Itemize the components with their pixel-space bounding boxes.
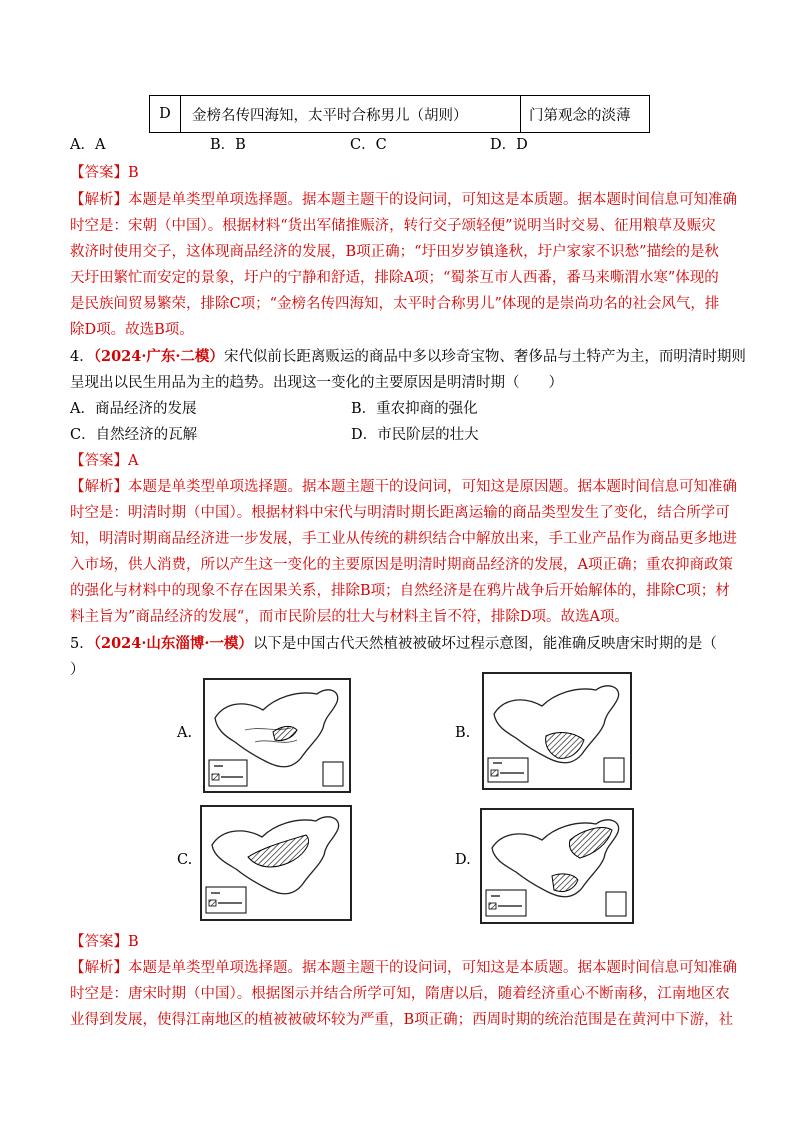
- q3-analysis-line: 是民族间贸易繁荣，排除C项；“金榜名传四海知，太平时合称男儿”体现的是崇尚功名的社会风气，排: [70, 296, 720, 312]
- q4-option-a: A．商品经济的发展: [70, 401, 197, 417]
- table-content: 金榜名传四海知，太平时合称男儿（胡则）: [180, 96, 521, 132]
- q4-analysis-line: 知，明清时期商品经济进一步发展，手工业从传统的耕织结合中解放出来，手工业产品作为商品更多地进: [70, 531, 737, 547]
- q4-option-b: B．重农抑商的强化: [351, 401, 478, 417]
- q5-source: （2024·山东淄博·一模）: [93, 635, 253, 652]
- q4-stem: [70, 347, 746, 367]
- q3-analysis-line: 【解析】本题是单类型单项选择题。据本题主题干的设问词，可知这是本质题。据本题时间信息可知准确: [70, 192, 737, 208]
- china-map-b-image: [484, 674, 630, 788]
- map-a[interactable]: [203, 678, 351, 793]
- map-label-d: D.: [455, 852, 471, 868]
- q3-option-a: A．A: [70, 137, 106, 153]
- q4-answer: 【答案】A: [70, 453, 139, 469]
- q3-option-c: C．C: [350, 137, 387, 153]
- q5-analysis-line: 业得到发展，使得江南地区的植被被破坏较为严重，B项正确；西周时期的统治范围是在黄河中下游，社: [70, 1012, 734, 1028]
- q4-stem-1: 宋代似前长距离贩运的商品中多以珍奇宝物、奢侈品与土特产为主，而明清时期则: [223, 349, 746, 365]
- map-c[interactable]: [200, 805, 352, 921]
- china-map-a-image: [205, 680, 349, 791]
- q5-number: 5．: [70, 636, 94, 652]
- q3-option-d: D．D: [490, 137, 528, 153]
- table-meaning: 门第观念的淡薄: [529, 107, 631, 124]
- q5-answer: 【答案】B: [70, 934, 139, 950]
- q4-stem-2: 呈现出以民生用品为主的趋势。出现这一变化的主要原因是明清时期（ ）: [70, 375, 563, 391]
- q5-analysis-line: 【解析】本题是单类型单项选择题。据本题主题干的设问词，可知这是本质题。据本题时间信息可知准确: [70, 960, 737, 976]
- q4-analysis-line: 料主旨为”商品经济的发展“，而市民阶层的壮大与材料主旨不符，排除D项。故选A项。: [70, 609, 629, 625]
- table-letter: D: [150, 96, 181, 132]
- q3-analysis-line: 救济时使用交子，这体现商品经济的发展，B项正确；“圩田岁岁镇逢秋，圩户家家不识愁”描绘的是秋: [70, 244, 719, 260]
- q5-analysis-line: 时空是：唐宋时期（中国）。根据图示并结合所学可知，隋唐以后，随着经济重心不断南移，江南地区农: [70, 986, 730, 1002]
- q3-analysis-line: 时空是：宋朝（中国）。根据材料“货出军储推赈济，转行交子颂轻便”说明当时交易、征用粮草及赈灾: [70, 218, 716, 234]
- q4-option-c: C．自然经济的瓦解: [70, 427, 198, 443]
- q4-analysis-line: 的强化与材料中的现象不存在因果关系，排除B项；自然经济是在鸦片战争后开始解体的，排除C项；材: [70, 583, 730, 599]
- q5-stem-1: 以下是中国古代天然植被被破坏过程示意图，能准确反映唐宋时期的是（: [252, 636, 717, 652]
- q3-analysis-line: 除D项。故选B项。: [70, 322, 194, 338]
- q4-analysis-line: 入市场，供人消费，所以产生这一变化的主要原因是明清时期商品经济的发展，A项正确；重农抑商政策: [70, 557, 733, 573]
- q4-option-d: D．市民阶层的壮大: [351, 427, 479, 443]
- map-label-c: C.: [177, 852, 193, 868]
- q5-stem-2: ）: [70, 662, 85, 678]
- q3-option-b: B．B: [210, 137, 246, 153]
- q4-analysis-line: 【解析】本题是单类型单项选择题。据本题主题干的设问词，可知这是原因题。据本题时间信息可知准确: [70, 479, 737, 495]
- q3-analysis-line: 天圩田繁忙而安定的景象，圩户的宁静和舒适，排除A项；“蜀茶互市人西番，番马来嘶渭水寒”体现的: [70, 270, 719, 286]
- q4-number: 4．: [70, 349, 94, 365]
- china-map-d-image: [482, 810, 632, 922]
- map-label-a: A.: [177, 725, 193, 741]
- q5-stem: [70, 634, 732, 654]
- china-map-c-image: [202, 807, 350, 919]
- map-d[interactable]: [480, 808, 634, 924]
- map-label-b: B.: [455, 725, 471, 741]
- q3-answer: 【答案】B: [70, 165, 139, 181]
- q4-analysis-line: 时空是：明清时期（中国）。根据材料中宋代与明清时期长距离运输的商品类型发生了变化，结合所学可: [70, 505, 730, 521]
- option-table-row: [149, 95, 650, 133]
- map-b[interactable]: [482, 672, 632, 790]
- q4-source: （2024·广东·二模）: [93, 348, 224, 365]
